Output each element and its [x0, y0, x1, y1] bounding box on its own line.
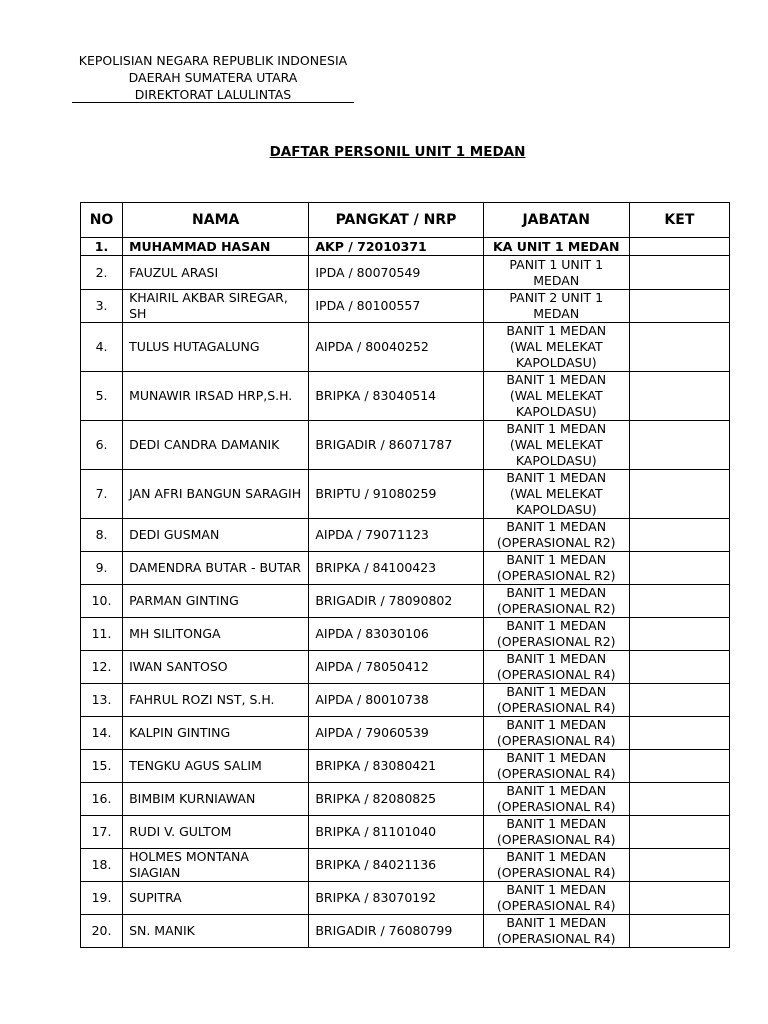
cell-pangkat-nrp: BRIPKA / 83070192: [309, 882, 483, 915]
letterhead-region: DAERAH SUMATERA UTARA: [128, 70, 298, 85]
cell-ket: [629, 915, 729, 948]
cell-pangkat-nrp: BRIGADIR / 76080799: [309, 915, 483, 948]
cell-ket: [629, 585, 729, 618]
cell-ket: [629, 651, 729, 684]
cell-pangkat-nrp: BRIGADIR / 86071787: [309, 421, 483, 470]
table-row: [81, 750, 730, 783]
table-row: [81, 651, 730, 684]
cell-no: 1.: [81, 238, 123, 256]
cell-nama: KHAIRIL AKBAR SIREGAR, SH: [123, 290, 309, 323]
table-row: [81, 552, 730, 585]
cell-no: 5.: [81, 372, 123, 421]
cell-nama: HOLMES MONTANA SIAGIAN: [123, 849, 309, 882]
cell-jabatan: BANIT 1 MEDAN (OPERASIONAL R4): [483, 684, 629, 717]
cell-nama: PARMAN GINTING: [123, 585, 309, 618]
cell-jabatan: BANIT 1 MEDAN (OPERASIONAL R2): [483, 552, 629, 585]
cell-nama: DEDI GUSMAN: [123, 519, 309, 552]
table-row: [81, 717, 730, 750]
cell-no: 9.: [81, 552, 123, 585]
cell-ket: [629, 849, 729, 882]
cell-jabatan: BANIT 1 MEDAN (OPERASIONAL R4): [483, 651, 629, 684]
cell-pangkat-nrp: BRIPKA / 83080421: [309, 750, 483, 783]
letterhead-directorate: DIREKTORAT LALULINTAS: [134, 87, 292, 102]
cell-nama: SUPITRA: [123, 882, 309, 915]
cell-nama: TENGKU AGUS SALIM: [123, 750, 309, 783]
cell-pangkat-nrp: BRIPKA / 82080825: [309, 783, 483, 816]
header-jabatan: JABATAN: [483, 203, 629, 238]
cell-ket: [629, 783, 729, 816]
cell-no: 13.: [81, 684, 123, 717]
cell-pangkat-nrp: AKP / 72010371: [309, 238, 483, 256]
cell-pangkat-nrp: IPDA / 80070549: [309, 256, 483, 290]
cell-nama: DAMENDRA BUTAR - BUTAR: [123, 552, 309, 585]
cell-pangkat-nrp: AIPDA / 79071123: [309, 519, 483, 552]
cell-jabatan: BANIT 1 MEDAN (OPERASIONAL R4): [483, 915, 629, 948]
cell-jabatan: BANIT 1 MEDAN (OPERASIONAL R4): [483, 816, 629, 849]
cell-ket: [629, 816, 729, 849]
cell-no: 2.: [81, 256, 123, 290]
cell-jabatan: BANIT 1 MEDAN (OPERASIONAL R4): [483, 783, 629, 816]
cell-no: 7.: [81, 470, 123, 519]
cell-ket: [629, 238, 729, 256]
table-row: [81, 849, 730, 882]
cell-ket: [629, 256, 729, 290]
cell-jabatan: KA UNIT 1 MEDAN: [483, 238, 629, 256]
cell-pangkat-nrp: AIPDA / 83030106: [309, 618, 483, 651]
table-row: [81, 470, 730, 519]
table-row: [81, 783, 730, 816]
cell-jabatan: PANIT 1 UNIT 1 MEDAN: [483, 256, 629, 290]
table-row: [81, 684, 730, 717]
cell-no: 18.: [81, 849, 123, 882]
cell-pangkat-nrp: BRIGADIR / 78090802: [309, 585, 483, 618]
cell-no: 15.: [81, 750, 123, 783]
cell-nama: RUDI V. GULTOM: [123, 816, 309, 849]
cell-no: 8.: [81, 519, 123, 552]
cell-nama: SN. MANIK: [123, 915, 309, 948]
cell-ket: [629, 372, 729, 421]
cell-jabatan: BANIT 1 MEDAN (WAL MELEKAT KAPOLDASU): [483, 470, 629, 519]
table-row: [81, 372, 730, 421]
cell-no: 3.: [81, 290, 123, 323]
cell-nama: FAHRUL ROZI NST, S.H.: [123, 684, 309, 717]
cell-jabatan: BANIT 1 MEDAN (OPERASIONAL R2): [483, 585, 629, 618]
table-row: [81, 256, 730, 290]
cell-nama: BIMBIM KURNIAWAN: [123, 783, 309, 816]
cell-nama: FAUZUL ARASI: [123, 256, 309, 290]
cell-no: 10.: [81, 585, 123, 618]
cell-no: 6.: [81, 421, 123, 470]
cell-no: 20.: [81, 915, 123, 948]
cell-pangkat-nrp: BRIPKA / 84100423: [309, 552, 483, 585]
cell-no: 14.: [81, 717, 123, 750]
cell-pangkat-nrp: AIPDA / 80040252: [309, 323, 483, 372]
table-body: [81, 238, 730, 948]
table-row: [81, 519, 730, 552]
cell-nama: TULUS HUTAGALUNG: [123, 323, 309, 372]
table-row: [81, 421, 730, 470]
cell-nama: MH SILITONGA: [123, 618, 309, 651]
header-pangkat-nrp: PANGKAT / NRP: [309, 203, 483, 238]
table-header-row: [81, 203, 730, 238]
cell-pangkat-nrp: AIPDA / 80010738: [309, 684, 483, 717]
letterhead: [72, 52, 354, 103]
cell-no: 17.: [81, 816, 123, 849]
cell-ket: [629, 684, 729, 717]
letterhead-rule: [72, 102, 354, 103]
table-row: [81, 323, 730, 372]
cell-jabatan: BANIT 1 MEDAN (OPERASIONAL R4): [483, 750, 629, 783]
header-ket: KET: [629, 203, 729, 238]
cell-ket: [629, 519, 729, 552]
cell-pangkat-nrp: IPDA / 80100557: [309, 290, 483, 323]
cell-no: 19.: [81, 882, 123, 915]
cell-pangkat-nrp: BRIPKA / 84021136: [309, 849, 483, 882]
cell-ket: [629, 323, 729, 372]
cell-no: 12.: [81, 651, 123, 684]
cell-ket: [629, 421, 729, 470]
cell-nama: DEDI CANDRA DAMANIK: [123, 421, 309, 470]
cell-jabatan: BANIT 1 MEDAN (OPERASIONAL R4): [483, 882, 629, 915]
cell-ket: [629, 470, 729, 519]
cell-jabatan: BANIT 1 MEDAN (WAL MELEKAT KAPOLDASU): [483, 323, 629, 372]
table-row: [81, 585, 730, 618]
table-row: [81, 816, 730, 849]
cell-no: 11.: [81, 618, 123, 651]
cell-jabatan: BANIT 1 MEDAN (OPERASIONAL R4): [483, 849, 629, 882]
cell-nama: KALPIN GINTING: [123, 717, 309, 750]
header-nama: NAMA: [123, 203, 309, 238]
cell-pangkat-nrp: BRIPTU / 91080259: [309, 470, 483, 519]
cell-ket: [629, 552, 729, 585]
cell-pangkat-nrp: AIPDA / 78050412: [309, 651, 483, 684]
cell-ket: [629, 618, 729, 651]
table-row: [81, 290, 730, 323]
cell-ket: [629, 882, 729, 915]
cell-ket: [629, 290, 729, 323]
header-no: NO: [81, 203, 123, 238]
cell-jabatan: PANIT 2 UNIT 1 MEDAN: [483, 290, 629, 323]
cell-no: 16.: [81, 783, 123, 816]
cell-jabatan: BANIT 1 MEDAN (WAL MELEKAT KAPOLDASU): [483, 421, 629, 470]
cell-pangkat-nrp: BRIPKA / 81101040: [309, 816, 483, 849]
cell-pangkat-nrp: AIPDA / 79060539: [309, 717, 483, 750]
document-title: DAFTAR PERSONIL UNIT 1 MEDAN: [269, 144, 526, 160]
cell-ket: [629, 750, 729, 783]
letterhead-institution: KEPOLISIAN NEGARA REPUBLIK INDONESIA: [78, 53, 348, 68]
cell-jabatan: BANIT 1 MEDAN (OPERASIONAL R4): [483, 717, 629, 750]
cell-nama: MUHAMMAD HASAN: [123, 238, 309, 256]
cell-nama: MUNAWIR IRSAD HRP,S.H.: [123, 372, 309, 421]
cell-nama: IWAN SANTOSO: [123, 651, 309, 684]
table-row: [81, 238, 730, 256]
cell-no: 4.: [81, 323, 123, 372]
table-row: [81, 882, 730, 915]
cell-jabatan: BANIT 1 MEDAN (OPERASIONAL R2): [483, 519, 629, 552]
cell-jabatan: BANIT 1 MEDAN (OPERASIONAL R2): [483, 618, 629, 651]
cell-jabatan: BANIT 1 MEDAN (WAL MELEKAT KAPOLDASU): [483, 372, 629, 421]
cell-pangkat-nrp: BRIPKA / 83040514: [309, 372, 483, 421]
table-row: [81, 618, 730, 651]
cell-nama: JAN AFRI BANGUN SARAGIH: [123, 470, 309, 519]
personnel-table: [80, 202, 730, 948]
cell-ket: [629, 717, 729, 750]
table-row: [81, 915, 730, 948]
